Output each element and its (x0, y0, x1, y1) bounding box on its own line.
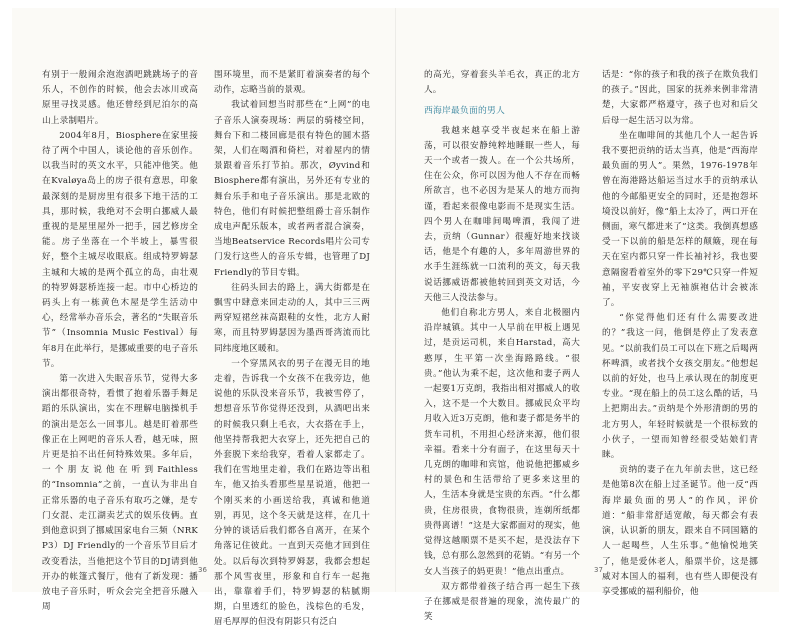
book-spread (12, 8, 779, 628)
paragraph: 双方都带着孩子结合再一起生下孩子在挪威是很普遍的现象，流传最广的笑 (424, 581, 580, 623)
paragraph: 他们自称北方男人，来自北极圈内沿岸城镇。其中一人早前在甲板上遇见过，是贡运司机，来自Harstad，高大憨厚，生平第一次坐海路路线。“很贵。”他认为乘不起，这次他和妻子两人一起要1万克朗，我指出相对挪威人的收入，这不是一个大数目。挪威民众平均月收入近3万克朗，他和妻子都是务半的货车司机，不用担心经济来源，他们很幸福。看来十分有面子，在这里每天十几克朗的咖啡和宾馆，他说他把挪威乡村的景色和生活带给了更多来这里的人，生活本身就是宝贵的东西。“什么都贵，住房很贵，食物很贵，连剃所纸都贵得离谱！”这是大家都面对的现实，他觉得这越顺票不是买不起，是没法存下钱，总有那么忽然到的花销。“有另一个女人当孩子的妈更贵！”他点出重点。 (424, 308, 580, 577)
paragraph: 贡纳的妻子在九年前去世，这已经是他第8次在船上过圣诞节。他一反“西海岸最负面的男人”的作风，评价道：“船非常舒适宽敞，每天都会有表演，认识新的朋友，跟来自不同国籍的人一起喝些，人生乐事。”他愉悦地笑了，他是爱休老人，船票半价，这是挪威对本国人的福利，也有些人即便没有享受挪威的福利船价，他 (602, 465, 758, 597)
section-heading: 西海岸最负面的男人 (424, 106, 505, 117)
paragraph: 我越来越享受半夜起来在船上游荡，可以很安静纯粹地睡眠一些人，每天一个或者一拨人。在一个公共场所，住在公众，你可以因为他人不存在而畅所欲言，也不必因为是某人的地方而拘谨，看起来很像电影而不是现实生活。四个男人在咖啡间喝啤酒，我闯了进去，贡纳（Gunnar）很瘦好地来找谈话，他是个有趣的人，多年周游世界的水手生涯练就一口流利的英文，每天我说话挪威语都被他转回到英文对话，今天他三人没法参与。 (424, 125, 580, 303)
left-page-column-2 (214, 68, 370, 628)
paragraph: 2004年8月，Biosphere在家里接待了两个中国人，谈论他的音乐创作。以我当时的英文水平，只能冲他笑。他在Kvaløya岛上的房子很有意思，印象最深刻的是厨房里有很多下地干活的工具，那时候，我绝对不会明白挪威人最重视的是屋里屋外一把手，园艺修房全能。房子坐落在一个半坡上，暴雪很好，整个主城尽收眼底。组成特罗姆瑟主城和大城的是两个孤立的岛，由壮观的特罗姆瑟桥连接一起。市中心桥边的码头上有一栋黄色木屋是学生活动中心，经常举办音乐会，著名的“失眠音乐节”（Insomnia Music Festival）每年8月在此举行，是挪威重要的电子音乐节。 (42, 130, 198, 369)
paragraph: 的高光，穿着套头羊毛衣，真正的北方人。 (424, 70, 580, 96)
paragraph: 围环境里，而不是紧盯着演奏者的每个动作，忘略当前的景观。 (214, 70, 370, 96)
paragraph: 往码头回去的路上，满大街都是在飘雪中肆意来回走动的人，其中三三两两穿短裙丝袜高跟鞋的女性，北方人耐寒，而且特罗姆瑟因为墨西哥湾流而比同纬度地区暖和。 (214, 282, 370, 354)
paragraph: 第一次进入失眠音乐节，觉得大多演出都很奇特，看惯了抱着乐器手舞足蹈的乐队演出，实在不理解电脑操机手的演出是怎么一回事儿。越是盯着那些像正在上网吧的音乐人看，越无味，照片更是拍不出任何特殊效果。多年后，一个朋友说他在听到Faithless的“Insomnia”之前，一直认为非出自正常乐器的电子音乐有取巧之嫌，是专门女混、走江湖卖艺式的娱乐伎俩。直到他意识到了挪威国家电台三频（NRK P3）DJ Friendly的一个音乐节目后才改变看法，当他把这个节目的DJ请到他开办的帐篷式餐厅，他有了新发现：播放电子音乐时，听众会完全把音乐融入周 (42, 374, 198, 613)
page-number-left: 36 (198, 566, 207, 574)
paragraph: 一个穿黑风衣的男子在漫无目的地走着，告诉我一个女孩不在我旁边，他说他的乐队没来音乐节，我被雪停了，想想音乐节你觉得还没到，从酒吧出来的时候我只剩上毛衣，大衣搭在手上，他坚持帮我把大衣穿上，还先把自己的外套脱下来给我穿，看着人家都走了。我们在雪地里走着，我们在路边等出租车，他又抬头看那些星星说道，他把一个刚买来的小画送给我，真诚和他道别，再见，这个冬天就是这样，在几十分钟的谈话后我们都各自离开，在某个角落记住彼此。一直到天亮他才回到住处。以后每次到特罗姆瑟，我都会想起那个风雪夜里，形象和自行车一起拖出，靠靠着手们，特罗姆瑟的粘腻期期，白里透红的脸色，浅棕色的毛发，眉毛厚厚的但没有阴影只有泛白 (214, 358, 370, 628)
page-number-right: 37 (594, 566, 603, 574)
right-page-column-1 (424, 68, 580, 623)
paragraph: “你觉得他们还有什么需要改进的？”我这一问，他倒是停止了发表意见。“以前我们员工可以在下班之后喝两杯啤酒，或者找个女孩交朋友。”他想起以前的好处，也马上承认现在的制度更专业。“现在船上的员工这么酷的话，马上把期出去。”贡纳是个外形清朗的男的北方男人，年轻时候就是一个很标致的小伙子，一望而知曾经很受姑娘们青睐。 (602, 313, 758, 461)
paragraph: 有别于一般闹余泡泡酒吧跳跳场子的音乐人，不创作的时候，他会去冰川或高原里寻找灵感。他还曾经到尼泊尔的高山上录制唱片。 (42, 70, 198, 126)
paragraph: 话是：“你的孩子和我的孩子在欺负我们的孩子。”因此，国家的抚养来例非常清楚，大家都严格遵守，孩子也对和后父后母一起生活习以为常。 (602, 70, 758, 126)
paragraph: 坐在咖啡间的其他几个人一起告诉我不要把贡纳的话太当真，他是“西海岸最负面的男人”。果然，1976-1978年曾在海港路达船运当过水手的贡纳承认他的今邮船更安全的同时，还是抱怨坏境没以前好，像“船上太冷了，两口开在侧面，寒气都进来了”这类。我倒真想感受一下以前的船是怎样的颠簸，现在每天在室内都只穿一件长袖衬衫，我也要意隔窗看着室外的零下29℃只穿一件短袖，平安夜穿上无袖旗袍估计会被冻了。 (602, 130, 758, 309)
book-gutter (395, 8, 396, 592)
paragraph: 我试着回想当时那些在“上网”的电子音乐人演奏现场：两层的骑楼空间，舞台下和二楼回廊是很有特色的圆木搭架，人们在喝酒和倚栏，对着屋内的情景跟着音乐打节拍。那次，Øyvind和Biosphere都有演出，另外还有专业的舞台乐手和电子音乐演出。那是北欧的特色，他们有时候把整组爵士音乐制作成电声配乐版本，或者两者混合演奏，当地Beatservice Records唱片公司专门发行这些人的音乐专辑，也管理了DJ Friendly的节目专辑。 (214, 100, 370, 278)
right-page-column-2 (602, 68, 758, 597)
left-page-column-1 (42, 68, 198, 613)
